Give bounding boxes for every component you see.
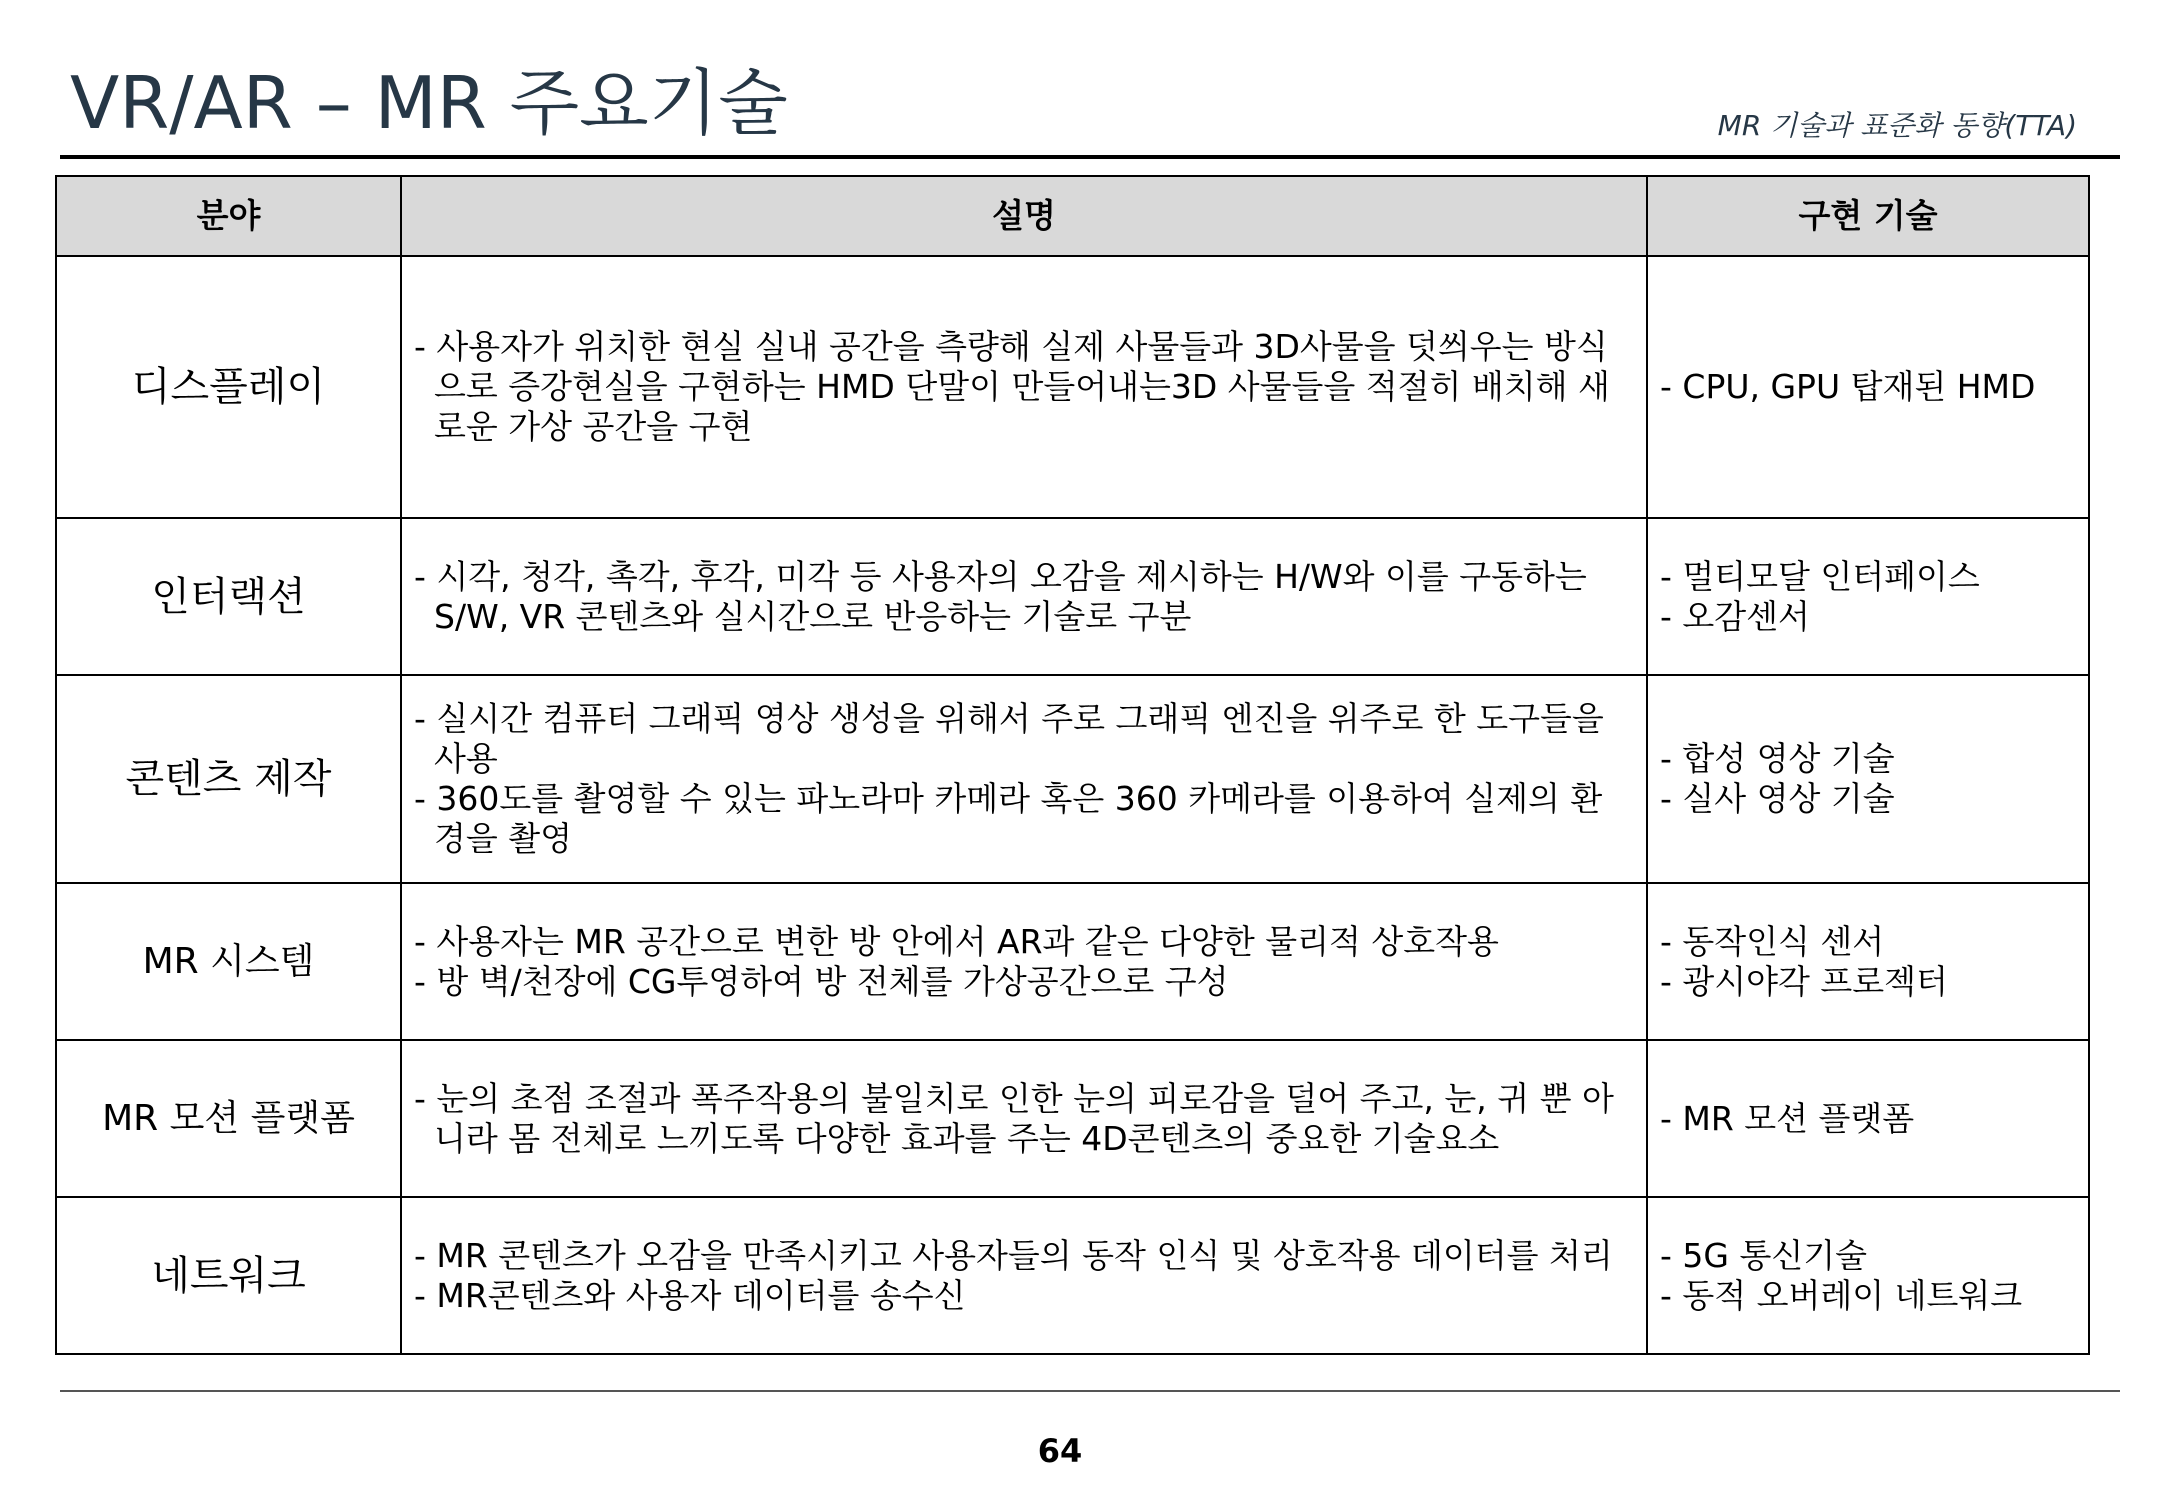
implementation-cell [1647, 1197, 2089, 1354]
implementation-cell [1647, 883, 2089, 1040]
description-line: - MR 콘텐츠가 오감을 만족시키고 사용자들의 동작 인식 및 상호작용 데이터를 처리 [414, 1235, 1613, 1275]
field-cell: MR 모션 플랫폼 [56, 1040, 401, 1197]
table-row [56, 1197, 2089, 1354]
implementation-line: - 합성 영상 기술 [1660, 739, 1895, 778]
implementation-line: - 5G 통신기술 [1660, 1235, 1867, 1275]
page-number: 64 [1037, 1432, 1083, 1470]
source-citation: MR 기술과 표준화 동향(TTA) [1717, 109, 2077, 142]
implementation-cell [1647, 1040, 2089, 1197]
description-line: - 사용자는 MR 공간으로 변한 방 안에서 AR과 같은 다양한 물리적 상호작용 [414, 921, 1499, 961]
table-row [56, 1040, 2089, 1197]
field-cell: 디스플레이 [56, 256, 401, 518]
description-line: - 시각, 청각, 촉각, 후각, 미각 등 사용자의 오감을 제시하는 H/W와 이를 구동하는 S/W, VR 콘텐츠와 실시간으로 반응하는 기술로 구분 [414, 556, 1587, 636]
description-cell [401, 883, 1647, 1040]
implementation-line: - 동작인식 센서 [1660, 921, 1885, 961]
description-cell [401, 675, 1647, 883]
field-cell: MR 시스템 [56, 883, 401, 1040]
field-cell: 네트워크 [56, 1197, 401, 1354]
description-line: - 360도를 촬영할 수 있는 파노라마 카메라 혹은 360 카메라를 이용하여 실제의 환경을 촬영 [414, 779, 1603, 858]
table-row [56, 518, 2089, 675]
field-cell: 콘텐츠 제작 [56, 675, 401, 883]
table-row [56, 256, 2089, 518]
table-header-row [56, 176, 2089, 256]
table-row [56, 883, 2089, 1040]
description-line: - MR콘텐츠와 사용자 데이터를 송수신 [414, 1275, 966, 1315]
implementation-line: - 오감센서 [1660, 596, 1810, 636]
implementation-line: - 멀티모달 인터페이스 [1660, 556, 1980, 596]
title-divider [60, 155, 2120, 159]
implementation-line: - 동적 오버레이 네트워크 [1660, 1275, 2023, 1315]
slide-title: VR/AR – MR 주요기술 [70, 61, 788, 145]
field-cell: 인터랙션 [56, 518, 401, 675]
description-cell [401, 518, 1647, 675]
implementation-cell [1647, 256, 2089, 518]
column-header-implementation: 구현 기술 [1647, 176, 2089, 256]
description-cell [401, 256, 1647, 518]
description-line: - 실시간 컴퓨터 그래픽 영상 생성을 위해서 주로 그래픽 엔진을 위주로 한 도구들을 사용 [414, 699, 1604, 778]
implementation-cell [1647, 518, 2089, 675]
implementation-line: - 실사 영상 기술 [1660, 779, 1895, 818]
column-header-description: 설명 [401, 176, 1647, 256]
implementation-cell [1647, 675, 2089, 883]
column-header-field: 분야 [56, 176, 401, 256]
footer-divider [60, 1390, 2120, 1392]
description-line: - 눈의 초점 조절과 폭주작용의 불일치로 인한 눈의 피로감을 덜어 주고, 눈, 귀 뿐 아니라 몸 전체로 느끼도록 다양한 효과를 주는 4D콘텐츠의 중요한 기술요소 [414, 1078, 1614, 1158]
description-line: - 방 벽/천장에 CG투영하여 방 전체를 가상공간으로 구성 [414, 961, 1229, 1001]
description-cell [401, 1197, 1647, 1354]
description-line: - 사용자가 위치한 현실 실내 공간을 측량해 실제 사물들과 3D사물을 덧씌우는 방식으로 증강현실을 구현하는 HMD 단말이 만들어내는3D 사물들을 적절히 배치해 새로운 가상 공간을 구현 [414, 327, 1610, 446]
table-row [56, 675, 2089, 883]
description-cell [401, 1040, 1647, 1197]
implementation-line: - CPU, GPU 탑재된 HMD [1660, 367, 2036, 406]
implementation-line: - MR 모션 플랫폼 [1660, 1098, 1915, 1138]
technology-table [55, 175, 2090, 1355]
implementation-line: - 광시야각 프로젝터 [1660, 961, 1948, 1001]
